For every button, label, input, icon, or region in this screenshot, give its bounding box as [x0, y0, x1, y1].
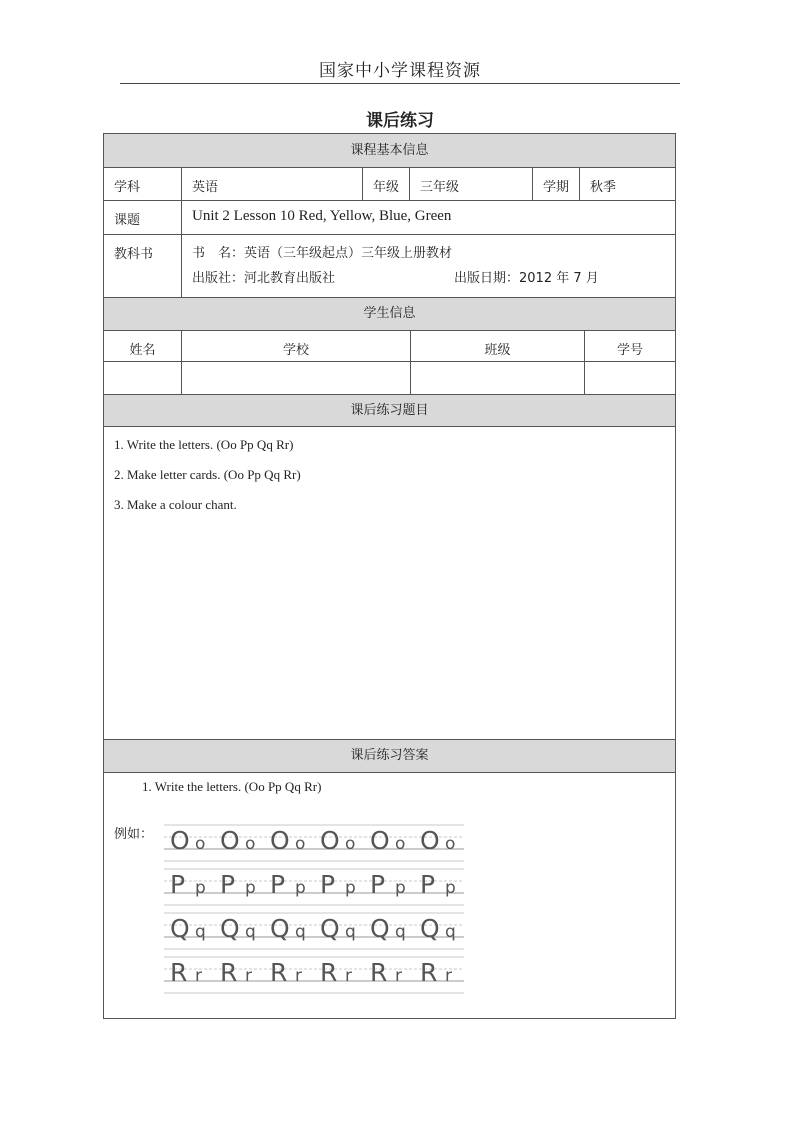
student-name-field[interactable]	[104, 362, 181, 394]
handwritten-letter: o	[245, 834, 256, 854]
handwritten-letter: R	[370, 958, 388, 987]
handwritten-letter: o	[295, 834, 306, 854]
section-course-info	[104, 134, 675, 168]
handwritten-letter: q	[395, 922, 406, 942]
exercise-item: 2. Make letter cards. (Oo Pp Qq Rr)	[114, 467, 301, 482]
handwritten-letter: R	[320, 958, 338, 987]
handwritten-letter: q	[295, 922, 306, 942]
handwritten-letter: Q	[220, 914, 240, 943]
handwritten-letter: R	[170, 958, 188, 987]
book-name: 书 名：英语（三年级起点）三年级上册教材	[192, 246, 453, 261]
handwritten-letter: Q	[270, 914, 290, 943]
exercise-item: 1. Write the letters. (Oo Pp Qq Rr)	[114, 437, 294, 452]
grade-value: 三年级	[409, 168, 532, 200]
publish-date: 出版日期：2012 年 7 月	[454, 271, 599, 286]
student-input-row	[104, 362, 675, 395]
handwritten-letter: q	[345, 922, 356, 942]
handwritten-letter: q	[195, 922, 206, 942]
answer-area	[104, 773, 675, 1018]
handwritten-letter: p	[345, 878, 356, 898]
handwritten-letter: P	[220, 870, 236, 899]
handwritten-letter: r	[245, 966, 252, 986]
student-number-field[interactable]	[584, 362, 675, 394]
handwritten-letter: r	[345, 966, 352, 986]
handwritten-letter: O	[270, 826, 290, 855]
handwritten-letter: p	[295, 878, 306, 898]
handwritten-letter: p	[445, 878, 456, 898]
exercise-list	[114, 435, 301, 525]
handwritten-letter: p	[195, 878, 206, 898]
section-title: 课后练习答案	[350, 748, 429, 763]
handwritten-letter: P	[370, 870, 386, 899]
header-divider	[120, 83, 680, 84]
section-answers	[104, 740, 675, 773]
handwritten-letter: O	[170, 826, 190, 855]
student-class-field[interactable]	[410, 362, 584, 394]
exercise-list-area	[104, 427, 675, 740]
handwritten-letter: o	[195, 834, 206, 854]
handwritten-letter: P	[420, 870, 436, 899]
section-exercises	[104, 395, 675, 427]
handwritten-letter: P	[270, 870, 286, 899]
topic-value: Unit 2 Lesson 10 Red, Yellow, Blue, Green	[181, 201, 675, 234]
textbook-row	[104, 235, 675, 298]
handwritten-letter: o	[345, 834, 356, 854]
handwritten-letter: O	[420, 826, 440, 855]
handwritten-letter: P	[170, 870, 186, 899]
term-value: 秋季	[579, 168, 675, 200]
handwritten-letter: p	[395, 878, 406, 898]
publisher: 出版社：河北教育出版社	[192, 271, 336, 286]
handwritten-letter: R	[420, 958, 438, 987]
handwriting-row	[164, 957, 464, 993]
section-student-info	[104, 298, 675, 331]
handwriting-row	[164, 913, 464, 949]
handwriting-practice-image	[164, 821, 464, 997]
student-name-header: 姓名	[129, 343, 156, 358]
subject-label: 学科	[114, 180, 141, 195]
example-label: 例如：	[114, 827, 154, 842]
student-number-header: 学号	[584, 331, 675, 361]
handwritten-letter: O	[320, 826, 340, 855]
term-label: 学期	[532, 168, 579, 200]
student-class-header: 班级	[410, 331, 584, 361]
exercise-item: 3. Make a colour chant.	[114, 497, 237, 512]
handwriting-row	[164, 825, 464, 861]
handwritten-letter: R	[270, 958, 288, 987]
student-school-header: 学校	[181, 331, 410, 361]
handwritten-letter: q	[245, 922, 256, 942]
grade-label: 年级	[362, 168, 409, 200]
handwritten-letter: Q	[170, 914, 190, 943]
handwritten-letter: o	[445, 834, 456, 854]
student-school-field[interactable]	[181, 362, 410, 394]
handwritten-letter: q	[445, 922, 456, 942]
section-title: 课后练习题目	[350, 403, 429, 418]
topic-row	[104, 201, 675, 235]
handwritten-letter: r	[445, 966, 452, 986]
handwritten-letter: Q	[320, 914, 340, 943]
answer-item-title: 1. Write the letters. (Oo Pp Qq Rr)	[142, 779, 322, 794]
handwritten-letter: O	[220, 826, 240, 855]
handwritten-letter: P	[320, 870, 336, 899]
handwritten-letter: p	[245, 878, 256, 898]
page-title: 课后练习	[366, 111, 434, 131]
handwritten-letter: r	[195, 966, 202, 986]
section-title: 学生信息	[363, 306, 416, 321]
site-header: 国家中小学课程资源	[319, 61, 481, 81]
handwriting-row	[164, 869, 464, 905]
handwritten-letter: r	[395, 966, 402, 986]
handwritten-letter: O	[370, 826, 390, 855]
handwritten-letter: Q	[420, 914, 440, 943]
course-meta-row	[104, 168, 675, 201]
topic-label: 课题	[114, 213, 141, 228]
textbook-label: 教科书	[114, 247, 154, 262]
subject-value: 英语	[181, 168, 362, 200]
handwritten-letter: o	[395, 834, 406, 854]
handwritten-letter: Q	[370, 914, 390, 943]
publisher-line	[192, 267, 675, 287]
textbook-info	[181, 235, 675, 297]
student-header-row	[104, 331, 675, 362]
handwritten-letter: R	[220, 958, 238, 987]
handwritten-letter: r	[295, 966, 302, 986]
section-title: 课程基本信息	[350, 143, 429, 158]
exercise-form	[103, 133, 676, 1019]
